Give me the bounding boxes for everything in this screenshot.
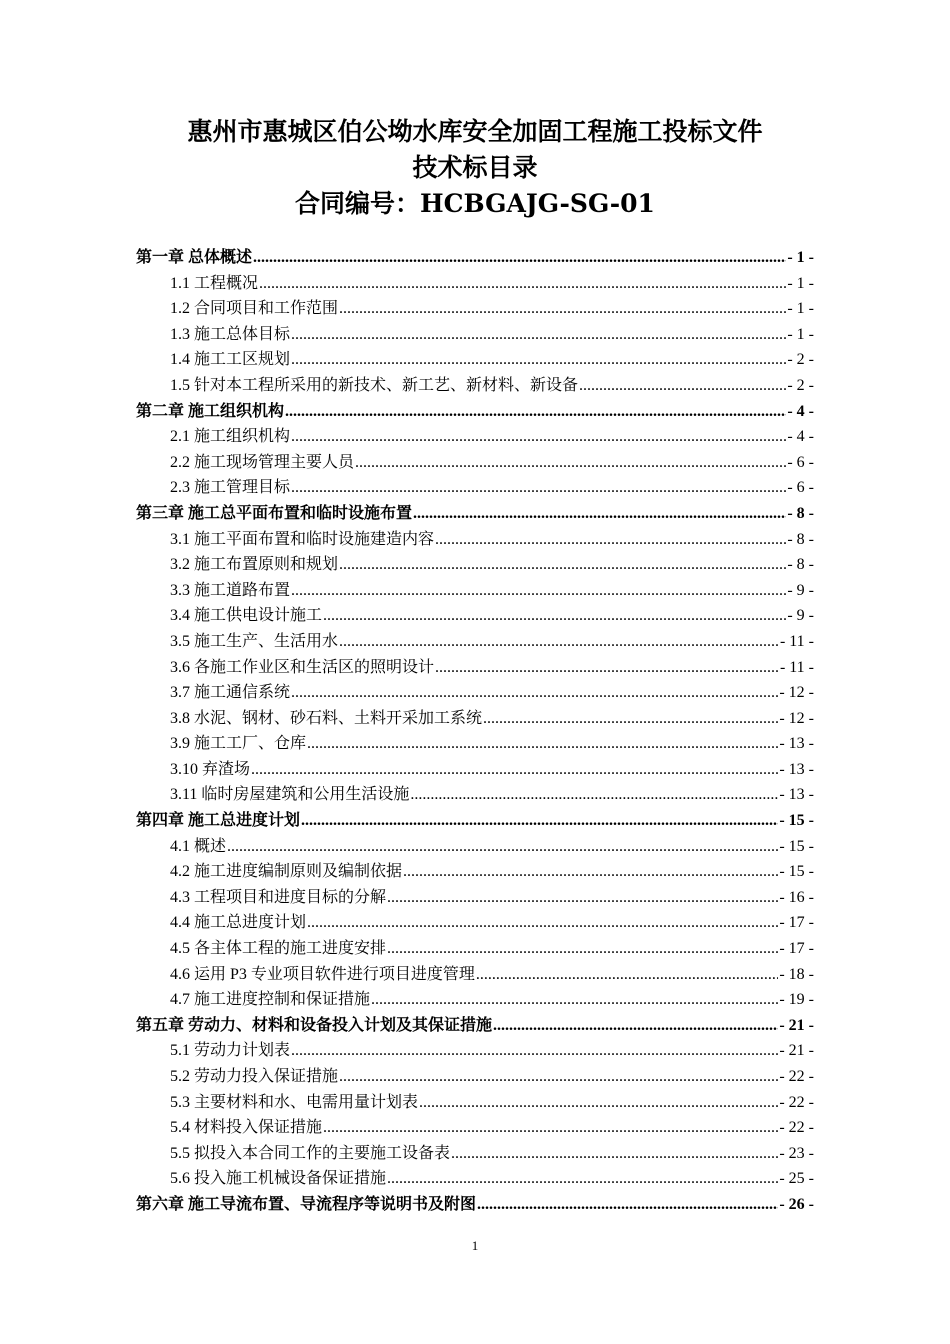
toc-section-entry[interactable]: [136, 1166, 814, 1192]
toc-entry-title: 4.6 运用 P3 专业项目软件进行项目进度管理: [170, 965, 475, 983]
toc-entry-page: - 1 -: [787, 325, 814, 343]
toc-entry-title: 4.2 施工进度编制原则及编制依据: [170, 863, 403, 881]
toc-entry-title: 5.4 材料投入保证措施: [170, 1119, 323, 1137]
toc-entry-page: - 8 -: [787, 530, 814, 548]
toc-entry-page: - 4 -: [787, 402, 814, 420]
toc-section-entry[interactable]: [136, 680, 814, 706]
toc-entry-page: - 4 -: [787, 428, 814, 446]
toc-dot-leader: [291, 322, 786, 348]
toc-entry-title: 3.7 施工通信系统: [170, 684, 291, 702]
toc-section-entry[interactable]: [136, 578, 814, 604]
toc-entry-page: - 9 -: [787, 607, 814, 625]
toc-dot-leader: [291, 680, 778, 706]
toc-dot-leader: [387, 936, 778, 962]
toc-dot-leader: [291, 475, 786, 501]
toc-entry-title: 5.6 投入施工机械设备保证措施: [170, 1170, 387, 1188]
toc-entry-page: - 1 -: [787, 249, 814, 266]
toc-dot-leader: [477, 1192, 778, 1218]
toc-section-entry[interactable]: [136, 424, 814, 450]
toc-section-entry[interactable]: [136, 475, 814, 501]
toc-section-entry[interactable]: [136, 271, 814, 297]
document-subtitle: 技术标目录: [412, 153, 538, 182]
toc-entry-page: - 11 -: [779, 658, 814, 676]
toc-entry-title: 第二章 施工组织机构: [136, 402, 285, 420]
toc-chapter-entry[interactable]: [136, 1013, 814, 1039]
toc-section-entry[interactable]: [136, 910, 814, 936]
toc-dot-leader: [307, 731, 778, 757]
toc-section-entry[interactable]: [136, 757, 814, 783]
toc-entry-title: 第五章 劳动力、材料和设备投入计划及其保证措施: [136, 1016, 493, 1034]
toc-section-entry[interactable]: [136, 322, 814, 348]
toc-entry-page: - 26 -: [779, 1195, 814, 1213]
toc-section-entry[interactable]: [136, 782, 814, 808]
toc-chapter-entry[interactable]: [136, 245, 814, 271]
toc-entry-page: - 6 -: [787, 453, 814, 471]
toc-dot-leader: [301, 808, 778, 834]
toc-dot-leader: [251, 757, 778, 783]
toc-entry-page: - 17 -: [779, 914, 814, 932]
toc-dot-leader: [259, 271, 786, 297]
toc-section-entry[interactable]: [136, 885, 814, 911]
toc-dot-leader: [339, 552, 786, 578]
toc-dot-leader: [476, 962, 778, 988]
toc-entry-title: 1.5 针对本工程所采用的新技术、新工艺、新材料、新设备: [170, 376, 579, 394]
toc-entry-title: 3.4 施工供电设计施工: [170, 607, 323, 625]
toc-dot-leader: [403, 859, 778, 885]
toc-section-entry[interactable]: [136, 552, 814, 578]
toc-dot-leader: [451, 1141, 778, 1167]
toc-entry-page: - 15 -: [779, 812, 814, 830]
toc-section-entry[interactable]: [136, 936, 814, 962]
toc-entry-page: - 1 -: [787, 300, 814, 318]
toc-dot-leader: [413, 501, 786, 527]
toc-dot-leader: [291, 578, 786, 604]
toc-entry-title: 第四章 施工总进度计划: [136, 812, 301, 830]
toc-entry-page: - 2 -: [787, 376, 814, 394]
toc-entry-page: - 1 -: [787, 274, 814, 292]
toc-entry-page: - 23 -: [779, 1144, 814, 1162]
toc-dot-leader: [323, 1115, 778, 1141]
toc-chapter-entry[interactable]: [136, 399, 814, 425]
toc-section-entry[interactable]: [136, 347, 814, 373]
toc-entry-title: 3.8 水泥、钢材、砂石料、土料开采加工系统: [170, 709, 483, 727]
toc-section-entry[interactable]: [136, 859, 814, 885]
toc-section-entry[interactable]: [136, 629, 814, 655]
toc-section-entry[interactable]: [136, 1038, 814, 1064]
toc-dot-leader: [419, 1090, 778, 1116]
toc-entry-title: 3.5 施工生产、生活用水: [170, 632, 339, 650]
toc-dot-leader: [339, 296, 786, 322]
toc-entry-title: 1.4 施工工区规划: [170, 351, 291, 369]
toc-section-entry[interactable]: [136, 1064, 814, 1090]
toc-entry-page: - 9 -: [787, 581, 814, 599]
toc-entry-page: - 22 -: [779, 1119, 814, 1137]
toc-entry-page: - 15 -: [779, 837, 814, 855]
toc-entry-title: 2.3 施工管理目标: [170, 479, 291, 497]
toc-entry-page: - 2 -: [787, 351, 814, 369]
toc-entry-title: 5.5 拟投入本合同工作的主要施工设备表: [170, 1144, 451, 1162]
toc-dot-leader: [291, 1038, 778, 1064]
toc-entry-page: - 22 -: [779, 1093, 814, 1111]
toc-entry-title: 4.7 施工进度控制和保证措施: [170, 991, 371, 1009]
toc-entry-title: 5.2 劳动力投入保证措施: [170, 1068, 339, 1085]
toc-entry-page: - 25 -: [779, 1170, 814, 1188]
toc-entry-title: 3.3 施工道路布置: [170, 581, 291, 599]
toc-entry-page: - 13 -: [779, 786, 814, 804]
document-title: 惠州市惠城区伯公坳水库安全加固工程施工投标文件: [187, 117, 763, 146]
toc-section-entry[interactable]: [136, 1115, 814, 1141]
toc-chapter-entry[interactable]: [136, 1192, 814, 1218]
toc-dot-leader: [579, 373, 786, 399]
toc-entry-title: 2.1 施工组织机构: [170, 428, 291, 446]
toc-entry-title: 3.10 弃渣场: [170, 760, 251, 778]
toc-section-entry[interactable]: [136, 373, 814, 399]
toc-section-entry[interactable]: [136, 655, 814, 681]
toc-dot-leader: [355, 450, 786, 476]
toc-dot-leader: [483, 706, 778, 732]
toc-dot-leader: [387, 1166, 778, 1192]
page-number: 1: [471, 1238, 479, 1253]
toc-entry-title: 4.1 概述: [170, 837, 227, 855]
toc-entry-title: 3.2 施工布置原则和规划: [170, 556, 339, 574]
toc-chapter-entry[interactable]: [136, 501, 814, 527]
toc-entry-title: 第三章 施工总平面布置和临时设施布置: [136, 504, 413, 522]
toc-dot-leader: [253, 245, 786, 271]
toc-dot-leader: [371, 987, 778, 1013]
toc-entry-title: 4.3 工程项目和进度目标的分解: [170, 888, 387, 906]
toc-entry-title: 5.3 主要材料和水、电需用量计划表: [170, 1093, 419, 1111]
table-of-contents: [136, 245, 814, 1218]
toc-dot-leader: [493, 1013, 778, 1039]
toc-entry-page: - 8 -: [787, 504, 814, 522]
toc-dot-leader: [323, 603, 786, 629]
toc-section-entry[interactable]: [136, 987, 814, 1013]
toc-entry-title: 第六章 施工导流布置、导流程序等说明书及附图: [136, 1195, 477, 1213]
toc-entry-title: 4.4 施工总进度计划: [170, 914, 307, 932]
toc-entry-title: 3.11 临时房屋建筑和公用生活设施: [170, 786, 410, 804]
toc-entry-page: - 13 -: [779, 735, 814, 753]
toc-section-entry[interactable]: [136, 834, 814, 860]
toc-entry-page: - 11 -: [779, 632, 814, 650]
toc-entry-page: - 13 -: [779, 760, 814, 778]
toc-entry-page: - 22 -: [779, 1068, 814, 1085]
toc-section-entry[interactable]: [136, 1141, 814, 1167]
toc-entry-page: - 15 -: [779, 863, 814, 881]
toc-entry-page: - 19 -: [779, 991, 814, 1009]
toc-entry-title: 4.5 各主体工程的施工进度安排: [170, 940, 387, 958]
toc-entry-page: - 8 -: [787, 556, 814, 574]
toc-entry-title: 3.6 各施工作业区和生活区的照明设计: [170, 658, 435, 676]
toc-entry-page: - 21 -: [779, 1042, 814, 1060]
toc-dot-leader: [339, 1064, 778, 1090]
toc-dot-leader: [435, 527, 786, 553]
toc-entry-page: - 12 -: [779, 684, 814, 702]
toc-entry-page: - 17 -: [779, 940, 814, 958]
toc-entry-page: - 6 -: [787, 479, 814, 497]
toc-section-entry[interactable]: [136, 296, 814, 322]
toc-entry-title: 1.2 合同项目和工作范围: [170, 300, 339, 318]
toc-entry-title: 第一章 总体概述: [136, 249, 253, 266]
toc-entry-title: 3.9 施工工厂、仓库: [170, 735, 307, 753]
contract-number: 合同编号：HCBGAJG-SG-01: [295, 189, 655, 218]
toc-entry-page: - 18 -: [779, 965, 814, 983]
toc-entry-page: - 21 -: [779, 1016, 814, 1034]
toc-entry-page: - 16 -: [779, 888, 814, 906]
toc-section-entry[interactable]: [136, 731, 814, 757]
toc-dot-leader: [307, 910, 778, 936]
toc-dot-leader: [227, 834, 778, 860]
toc-entry-title: 3.1 施工平面布置和临时设施建造内容: [170, 530, 435, 548]
toc-dot-leader: [410, 782, 778, 808]
toc-entry-title: 5.1 劳动力计划表: [170, 1042, 291, 1060]
toc-entry-title: 1.1 工程概况: [170, 274, 259, 292]
toc-chapter-entry[interactable]: [136, 808, 814, 834]
toc-entry-page: - 12 -: [779, 709, 814, 727]
toc-section-entry[interactable]: [136, 706, 814, 732]
toc-dot-leader: [291, 424, 786, 450]
toc-section-entry[interactable]: [136, 1090, 814, 1116]
toc-dot-leader: [285, 399, 786, 425]
toc-entry-title: 1.3 施工总体目标: [170, 325, 291, 343]
toc-dot-leader: [435, 655, 779, 681]
toc-section-entry[interactable]: [136, 527, 814, 553]
toc-entry-title: 2.2 施工现场管理主要人员: [170, 453, 355, 471]
toc-section-entry[interactable]: [136, 450, 814, 476]
toc-dot-leader: [291, 347, 786, 373]
toc-section-entry[interactable]: [136, 962, 814, 988]
toc-dot-leader: [387, 885, 778, 911]
toc-dot-leader: [339, 629, 779, 655]
toc-section-entry[interactable]: [136, 603, 814, 629]
